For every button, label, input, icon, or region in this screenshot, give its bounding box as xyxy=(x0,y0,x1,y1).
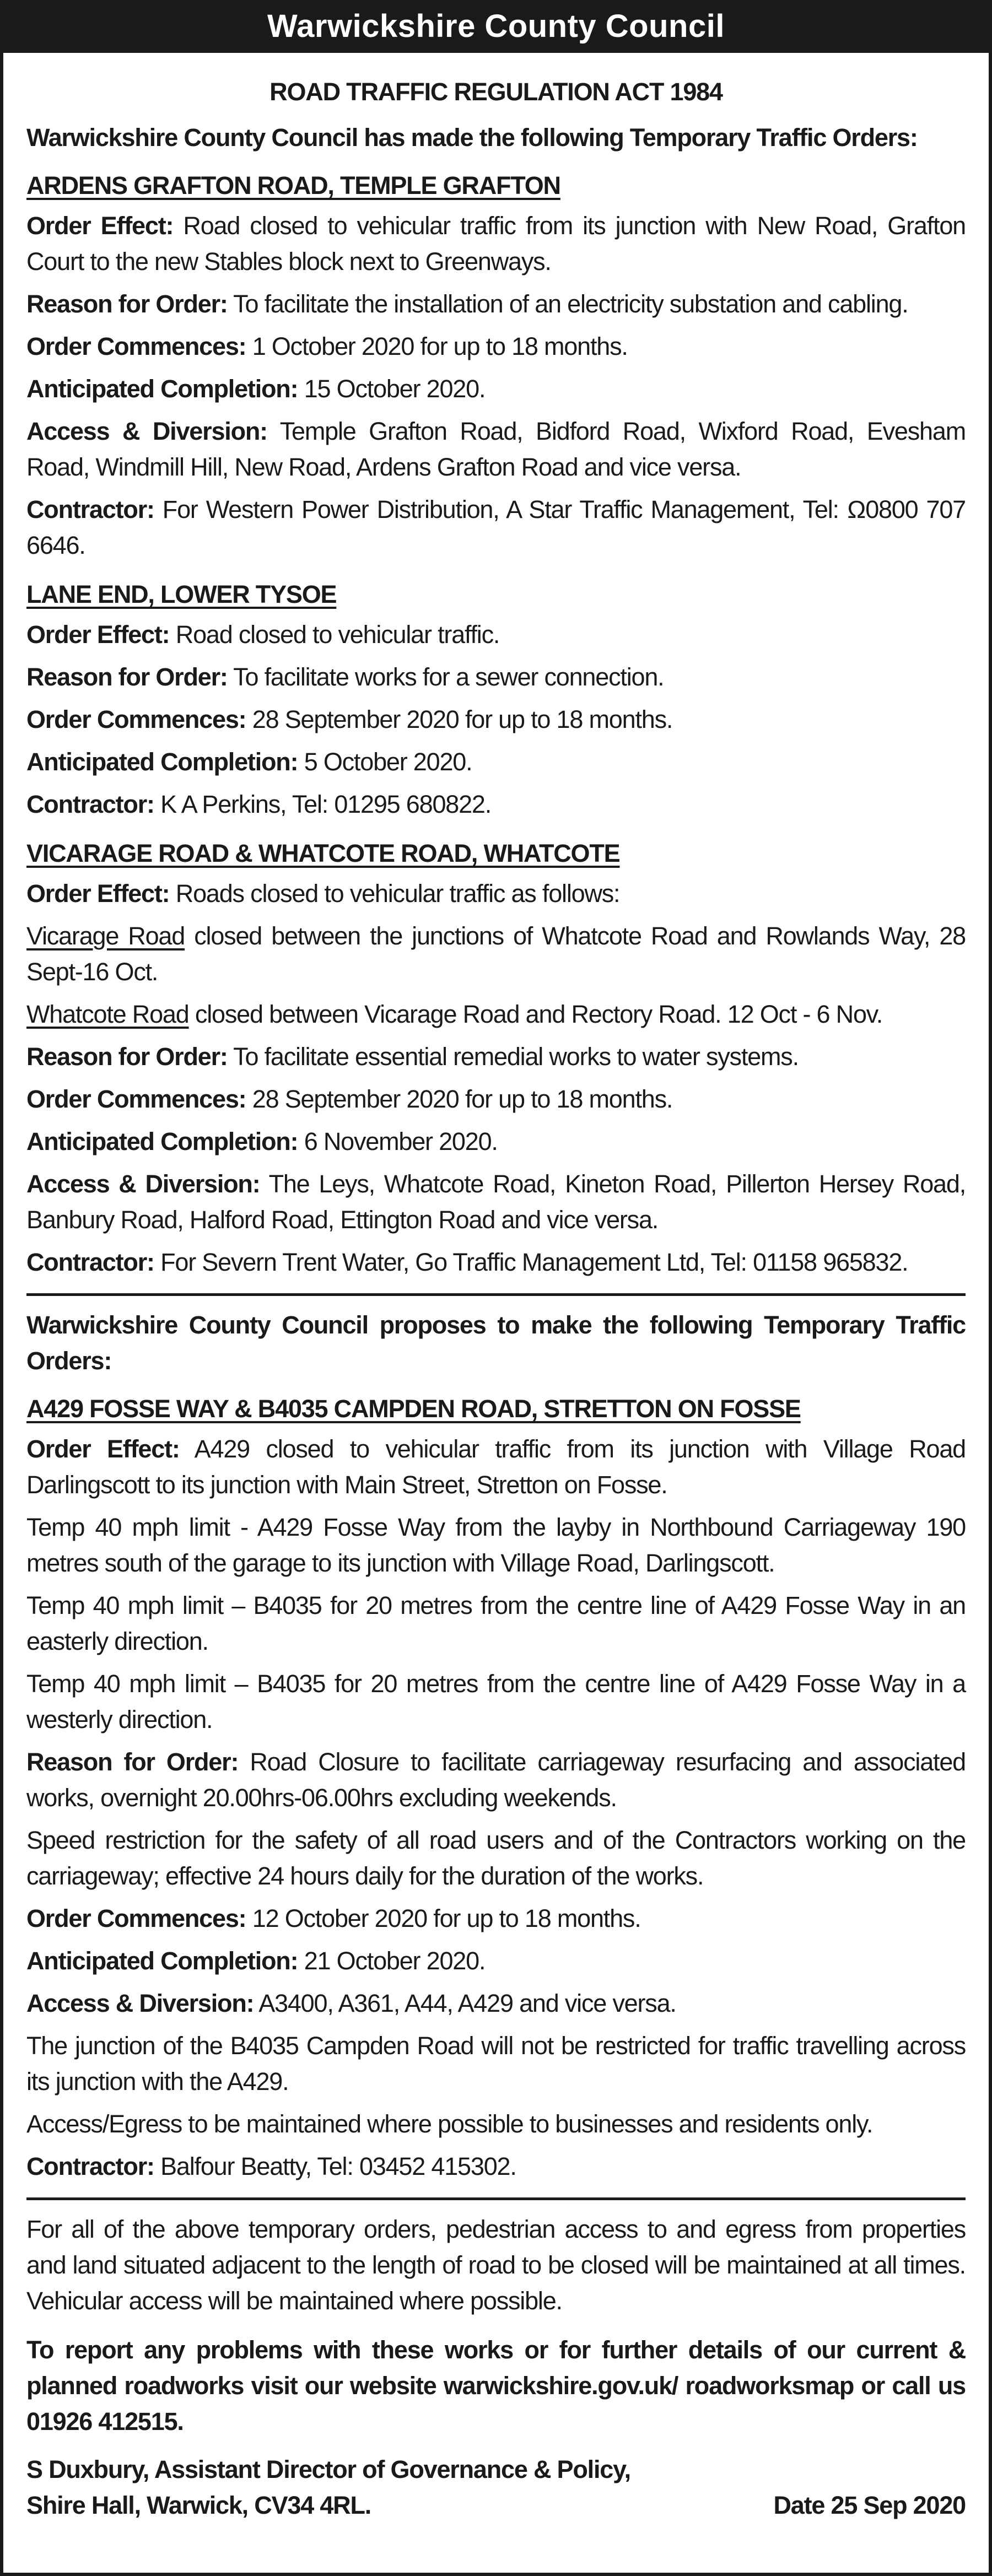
council-banner: Warwickshire County Council xyxy=(3,0,989,53)
order-section-vicarage-whatcote xyxy=(26,835,966,1280)
speed-limit-1: Temp 40 mph limit - A429 Fosse Way from the layby in Northbound Carriageway 190 metres south of the garage to its junction with Village Road, Darlingscott. xyxy=(26,1513,966,1577)
signature-block xyxy=(26,2451,966,2523)
order-access-diversion: Access & Diversion: The Leys, Whatcote Road, Kineton Road, Pillerton Hersey Road, Banbury Road, Halford Road, Ettington Road and vice versa. xyxy=(26,1170,966,1234)
closure-detail-vicarage: Vicarage Road closed between the junctions of Whatcote Road and Rowlands Way, 28 Sept-16 Oct. xyxy=(26,922,966,986)
section-title: A429 FOSSE WAY & B4035 CAMPDEN ROAD, STRETTON ON FOSSE xyxy=(26,1395,801,1423)
section-divider xyxy=(26,1293,966,1296)
order-reason: Reason for Order: To facilitate essential remedial works to water systems. xyxy=(26,1043,799,1071)
pedestrian-access-note: For all of the above temporary orders, pedestrian access to and egress from properties and land situated adjacent to the length of road to be closed will be maintained at all times. Vehicular access will be maintained where possible. xyxy=(26,2215,966,2315)
order-contractor: Contractor: Balfour Beatty, Tel: 03452 415302. xyxy=(26,2152,516,2180)
junction-note: The junction of the B4035 Campden Road will not be restricted for traffic travelling across its junction with the A429. xyxy=(26,2032,966,2096)
speed-limit-2: Temp 40 mph limit – B4035 for 20 metres from the centre line of A429 Fosse Way in an easterly direction. xyxy=(26,1591,966,1655)
speed-restriction-note: Speed restriction for the safety of all road users and of the Contractors working on the carriageway; effective 24 hours daily for the duration of the works. xyxy=(26,1826,966,1890)
order-commences: Order Commences: 28 September 2020 for up to 18 months. xyxy=(26,705,673,733)
egress-note: Access/Egress to be maintained where possible to businesses and residents only. xyxy=(26,2110,873,2138)
speed-limit-3: Temp 40 mph limit – B4035 for 20 metres from the centre line of A429 Fosse Way in a westerly direction. xyxy=(26,1670,966,1733)
order-access-diversion: Access & Diversion: A3400, A361, A44, A429 and vice versa. xyxy=(26,1989,676,2017)
order-section-ardens-grafton xyxy=(26,168,966,563)
order-contractor: Contractor: K A Perkins, Tel: 01295 680822. xyxy=(26,790,492,818)
section-title: LANE END, LOWER TYSOE xyxy=(26,580,337,608)
intro-made-orders: Warwickshire County Council has made the following Temporary Traffic Orders: xyxy=(26,123,918,152)
order-section-fosse-way xyxy=(26,1391,966,2184)
signatory-address: Shire Hall, Warwick, CV34 4RL. xyxy=(26,2491,371,2519)
order-effect: Order Effect: Road closed to vehicular traffic. xyxy=(26,620,500,649)
order-commences: Order Commences: 12 October 2020 for up to 18 months. xyxy=(26,1904,641,1932)
order-commences: Order Commences: 1 October 2020 for up to 18 months. xyxy=(26,332,628,360)
report-problems-note: To report any problems with these works or for further details of our current & planned roadworks visit our website warwickshire.gov.uk/ roadworksmap or call us 01926 412515. xyxy=(26,2336,966,2435)
order-completion: Anticipated Completion: 5 October 2020. xyxy=(26,748,472,776)
intro-proposed-orders: Warwickshire County Council proposes to make the following Temporary Traffic Orders: xyxy=(26,1311,966,1375)
order-contractor: Contractor: For Western Power Distribution, A Star Traffic Management, Tel: Ω0800 707 6646. xyxy=(26,495,966,559)
order-completion: Anticipated Completion: 21 October 2020. xyxy=(26,1947,486,1975)
signatory xyxy=(26,2451,630,2523)
order-reason: Reason for Order: To facilitate works for a sewer connection. xyxy=(26,663,664,691)
order-effect: Order Effect: Road closed to vehicular traffic from its junction with New Road, Grafton Court to the new Stables block next to Greenways. xyxy=(26,212,966,276)
order-effect: Order Effect: A429 closed to vehicular traffic from its junction with Village Road Darlingscott to its junction with Main Street, Stretton on Fosse. xyxy=(26,1435,966,1499)
order-completion: Anticipated Completion: 15 October 2020. xyxy=(26,375,486,403)
section-title: ARDENS GRAFTON ROAD, TEMPLE GRAFTON xyxy=(26,171,560,199)
order-completion: Anticipated Completion: 6 November 2020. xyxy=(26,1127,498,1155)
order-effect: Order Effect: Roads closed to vehicular traffic as follows: xyxy=(26,879,620,908)
section-title: VICARAGE ROAD & WHATCOTE ROAD, WHATCOTE xyxy=(26,839,620,867)
notice-date: Date 25 Sep 2020 xyxy=(773,2491,966,2519)
signatory-name-title: S Duxbury, Assistant Director of Governance & Policy, xyxy=(26,2455,630,2483)
order-section-lane-end xyxy=(26,576,966,822)
order-contractor: Contractor: For Severn Trent Water, Go Traffic Management Ltd, Tel: 01158 965832. xyxy=(26,1248,908,1276)
notice-body xyxy=(3,53,989,2523)
section-divider xyxy=(26,2197,966,2200)
order-commences: Order Commences: 28 September 2020 for up to 18 months. xyxy=(26,1085,673,1113)
order-reason: Reason for Order: To facilitate the installation of an electricity substation and cabling. xyxy=(26,290,908,318)
order-access-diversion: Access & Diversion: Temple Grafton Road, Bidford Road, Wixford Road, Evesham Road, Windmill Hill, New Road, Ardens Grafton Road and vice versa. xyxy=(26,417,966,481)
order-reason: Reason for Order: Road Closure to facilitate carriageway resurfacing and associated works, overnight 20.00hrs-06.00hrs excluding weekends. xyxy=(26,1748,966,1812)
act-title: ROAD TRAFFIC REGULATION ACT 1984 xyxy=(269,78,723,106)
closure-detail-whatcote: Whatcote Road closed between Vicarage Road and Rectory Road. 12 Oct - 6 Nov. xyxy=(26,1000,883,1028)
